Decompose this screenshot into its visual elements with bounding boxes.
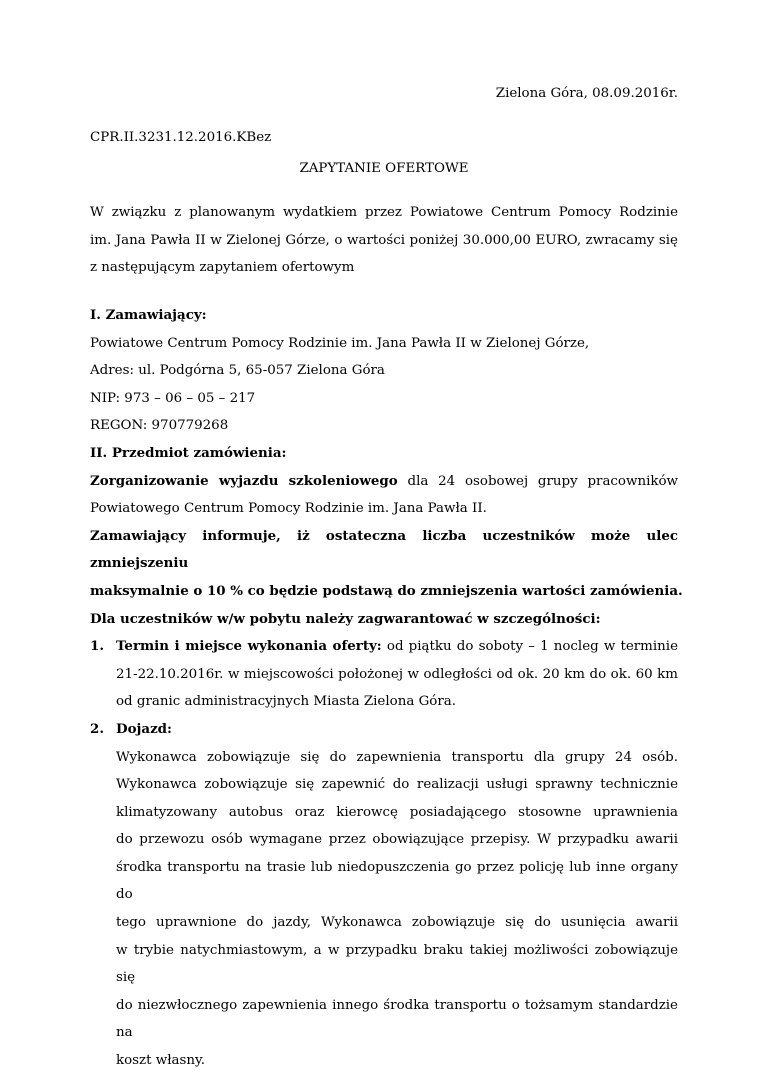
notice-line-1: Zamawiający informuje, iż ostateczna liczba uczestników może ulec zmniejszeniu [90,527,678,572]
orderer-name: Powiatowe Centrum Pomocy Rodzinie im. Jana Pawła II w Zielonej Górze, [90,335,590,351]
item-2-number: 2. [90,720,104,737]
item-1-line-2: 21-22.10.2016r. w miejscowości położonej w odległości od ok. 20 km do ok. 60 km [116,666,678,682]
intro-line-3: z następującym zapytaniem ofertowym [90,260,355,276]
subject-bold: Zorganizowanie wyjazdu szkoleniowego [90,472,398,489]
section-1-heading: I. Zamawiający: [90,307,207,323]
orderer-address: Adres: ul. Podgórna 5, 65-057 Zielona Góra [90,363,385,379]
section-2-heading: II. Przedmiot zamówienia: [90,444,287,461]
item-1-line-3: od granic administracyjnych Miasta Zielona Góra. [116,694,456,710]
document-title: ZAPYTANIE OFERTOWE [299,161,469,176]
subject-rest: dla 24 osobowej grupy pracowników [397,473,678,489]
item-2-line: Wykonawca zobowiązuje się do zapewnienia transportu dla grupy 24 osób. [116,749,678,765]
item-1-title: Termin i miejsce wykonania oferty: [116,638,382,655]
item-2-line: koszt własny. [116,1053,206,1069]
item-2-line: tego uprawnione do jazdy, Wykonawca zobowiązuje się do usunięcia awarii [116,915,678,931]
intro-line-2: im. Jana Pawła II w Zielonej Górze, o wartości poniżej 30.000,00 EURO, zwracamy się [90,232,678,248]
reference-number: CPR.II.3231.12.2016.KBez [90,130,272,145]
intro-paragraph [90,199,678,282]
orderer-nip: NIP: 973 – 06 – 05 – 217 [90,390,256,406]
place-date: Zielona Góra, 08.09.2016r. [495,86,678,101]
list-item-term [90,633,678,716]
list-item-transport [90,716,678,1075]
section-orderer [90,302,683,1075]
intro-line-1: W związku z planowanym wydatkiem przez Powiatowe Centrum Pomocy Rodzinie [90,205,678,220]
notice-line-2: maksymalnie o 10 % co będzie podstawą do zmniejszenia wartości zamówienia. [90,582,683,599]
item-2-line: klimatyzowany autobus oraz kierowcę posiadającego stosowne uprawnienia [116,804,678,820]
orderer-regon: REGON: 970779268 [90,418,229,434]
item-2-line: do niezwłocznego zapewnienia innego środka transportu o tożsamym standardzie na [116,997,678,1041]
subject-line-2: Powiatowego Centrum Pomocy Rodzinie im. Jana Pawła II. [90,501,487,517]
item-2-line: środka transportu na trasie lub niedopuszczenia go przez policję lub inne organy do [116,859,678,903]
subject-line-1 [90,468,678,496]
item-2-line: w trybie natychmiastowym, a w przypadku braku takiej możliwości zobowiązuje się [116,942,678,986]
item-2-title: Dojazd: [116,720,172,737]
item-2-line: Wykonawca zobowiązuje się zapewnić do realizacji usługi sprawny technicznie [116,777,678,793]
item-1-line-1: Termin i miejsce wykonania oferty: od piątku do soboty – 1 nocleg w terminie [116,638,678,655]
item-2-line: do przewozu osób wymagane przez obowiązujące przepisy. W przypadku awarii [116,832,678,848]
item-1-number: 1. [90,638,104,655]
guarantee-line: Dla uczestników w/w pobytu należy zagwarantować w szczególności: [90,610,601,627]
